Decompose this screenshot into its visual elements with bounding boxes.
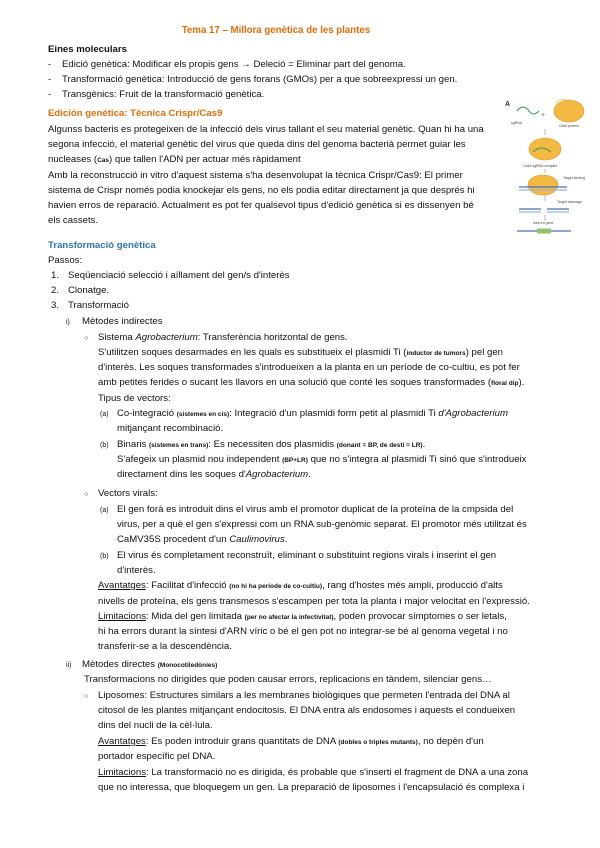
figure-label: Cas9-sgRNA complex — [523, 164, 558, 168]
paragraph-line: hi ha errors durant la síntesi d'ARN víric o bé el gen pot no integrar-se bé al genoma vegetal i no — [98, 626, 508, 637]
section-heading-eines: Eines moleculars — [48, 44, 127, 55]
list-item: (a) El gen forà es introduit dins el virus amb el promotor duplicat de la proteïna de la cmpsida del — [100, 504, 514, 515]
list-item: - Transgènics: Fruit de la transformació genètica. — [48, 89, 265, 100]
svg-text:+: + — [541, 112, 546, 119]
paragraph-line: S'utilitzen soques desarmades en les quals es substitueix el plasmidi Ti (inductor de tumors) pel gen — [98, 347, 504, 358]
arrow-right-icon: → — [241, 59, 251, 70]
section-heading-transformacio: Transformació genètica — [48, 240, 156, 251]
passos-label: Passos: — [48, 255, 83, 266]
paragraph-line: Transformacions no dirigides que poden causar errors, replicacions en tàndem, silenciar gens… — [84, 674, 492, 685]
paragraph-line: Amb la reconstrucció in vitro d'aquest sistema s'ha desenvolupat la tècnica Crispr/Cas9: El primer — [48, 170, 463, 181]
paragraph-line: transferir-se a la descendència. — [98, 641, 232, 652]
list-item: ○ Liposomes: Estructures similars a les membranes biològiques que permeten l'entrada del DNA al — [84, 690, 510, 701]
paragraph-line: d'interès. Les soques transformades s'introdueixen a la planta en un període de co-cultiu, es pot fer — [98, 362, 520, 373]
paragraph-line: Limitacions: La transformació no es dirigida, és probable que s'inserti el fragment de DNA a una zona — [98, 767, 529, 778]
paragraph-line: Avantatges: Facilitat d'infecció (no hi ha període de co-cultiu), rang d'hostes més ampli, producció d'alts — [98, 580, 503, 591]
list-item: (b) El virus és completament reconstruït, eliminant o substituint regions virals i inserint el gen — [100, 550, 497, 561]
list-item: (b) Binaris (sistemes en trans): Es necessiten dos plasmidis (donant = BP, de desti = LR). — [100, 439, 426, 450]
list-item: - Edició genètica: Modificar els propis gens → Deleció = Eliminar part del genoma. — [48, 59, 406, 70]
page-title: Tema 17 – Millora genètica de les plantes — [181, 24, 371, 36]
figure-label: Target binding — [563, 176, 585, 180]
paragraph-line: Avantatges: Es poden introduir grans quantitats de DNA (dobles o triples mutants), no depèn d'un — [98, 736, 484, 747]
paragraph-line: mitjançant recombinació. — [117, 423, 224, 434]
paragraph-line: nucleases (Cas) que tallen l'ADN per actuar més ràpidament — [48, 154, 301, 165]
paragraph-line: portador específic pel DNA. — [98, 751, 216, 762]
paragraph-line: havien erros de reparació. Actualment es pot fer qualsevol tipus d'edició genètica si es dissenyen bé — [48, 200, 474, 211]
paragraph-line: Limitacions: Mida del gen limitada (per no afectar la infectivitat), poden provocar símptomes o ser letals, — [98, 611, 507, 622]
list-item: 2. Clonatge. — [51, 285, 110, 296]
paragraph-line: virus, per a què el gen s'expressi com un RNA sub-genòmic separat. El promotor més utilitzat és — [117, 519, 527, 530]
list-item: - Transformació genètica: Introducció de gens forans (GMOs) per a que sobreexpressi un gen. — [48, 74, 458, 85]
crispr-cas9-diagram — [503, 97, 588, 240]
list-item: 1. Seqüenciació selecció i aïllament del gen/s d'interès — [51, 270, 290, 281]
figure-label: Cas9 protein — [559, 124, 579, 128]
list-item: 3. Transformació — [51, 300, 129, 311]
paragraph-line: amb petites ferides o sucant les llavors en una solució que conté les soques transformades (floral dip). — [98, 377, 525, 388]
paragraph-line: directament dins les soques d'Agrobacterium. — [117, 469, 311, 480]
paragraph-line: sistema de Crispr només podia knockejar els gens, no els podia editar directament ja que després hi — [48, 185, 475, 196]
paragraph-line: dins del nucli de la cèl·lula. — [98, 720, 213, 731]
paragraph-line: Tipus de vectors: — [98, 393, 171, 404]
paragraph-line: citosol de les plantes mitjançant endocitosis. El DNA entra als endosomes i aquests el condueixen — [98, 705, 516, 716]
paragraph-line: Algunss bacteris es protegeixen de la infecció dels virus tallant el seu material genètic. Quan hi ha una — [48, 124, 484, 135]
list-item: ○ Vectors virals: — [84, 488, 158, 499]
paragraph-line: que no interessa, que bloquegem un gen. La preparació de liposomes i l'encapsulació és complexa i — [98, 782, 525, 793]
paragraph-line: els cassets. — [48, 215, 99, 226]
panel-label: A — [505, 101, 511, 108]
figure-label: Target cleavage — [557, 200, 582, 204]
paragraph-line: S'afegeix un plasmid nou independent (BP+LR) que no s'integra al plasmidi Ti sinó que s'introdueix — [117, 454, 527, 465]
list-item: (a) Co-integració (sistemes en cis): Integració d'un plasmidi form petit al plasmidi Ti d'Agrobacterium — [100, 408, 508, 419]
section-heading-crispr: Edición genética: Tècnica Crispr/Cas9 — [48, 108, 223, 119]
subsection-directes: ii) Mètodes directes (Monocotiledònies) — [66, 659, 218, 670]
paragraph-line: segona infecció, el material genètic del virus que queda dins del genoma bacterià permet guiar les — [48, 139, 466, 150]
list-item: ○ Sistema Agrobacterium: Transferència horitzontal de gens. — [84, 332, 348, 343]
figure-label: sgRNA — [511, 121, 523, 125]
paragraph-line: nivells de proteïna, els gens transmesos s'escampen per tota la planta i major velocitat en l'expressió. — [98, 596, 530, 607]
figure-label: Insert a gene — [533, 221, 554, 225]
paragraph-line: d'interès. — [117, 565, 156, 576]
paragraph-line: CaMV35S procedent d'un Caulimovirus. — [117, 534, 288, 545]
subsection-indirectes: i) Mètodes indirectes — [66, 316, 163, 327]
